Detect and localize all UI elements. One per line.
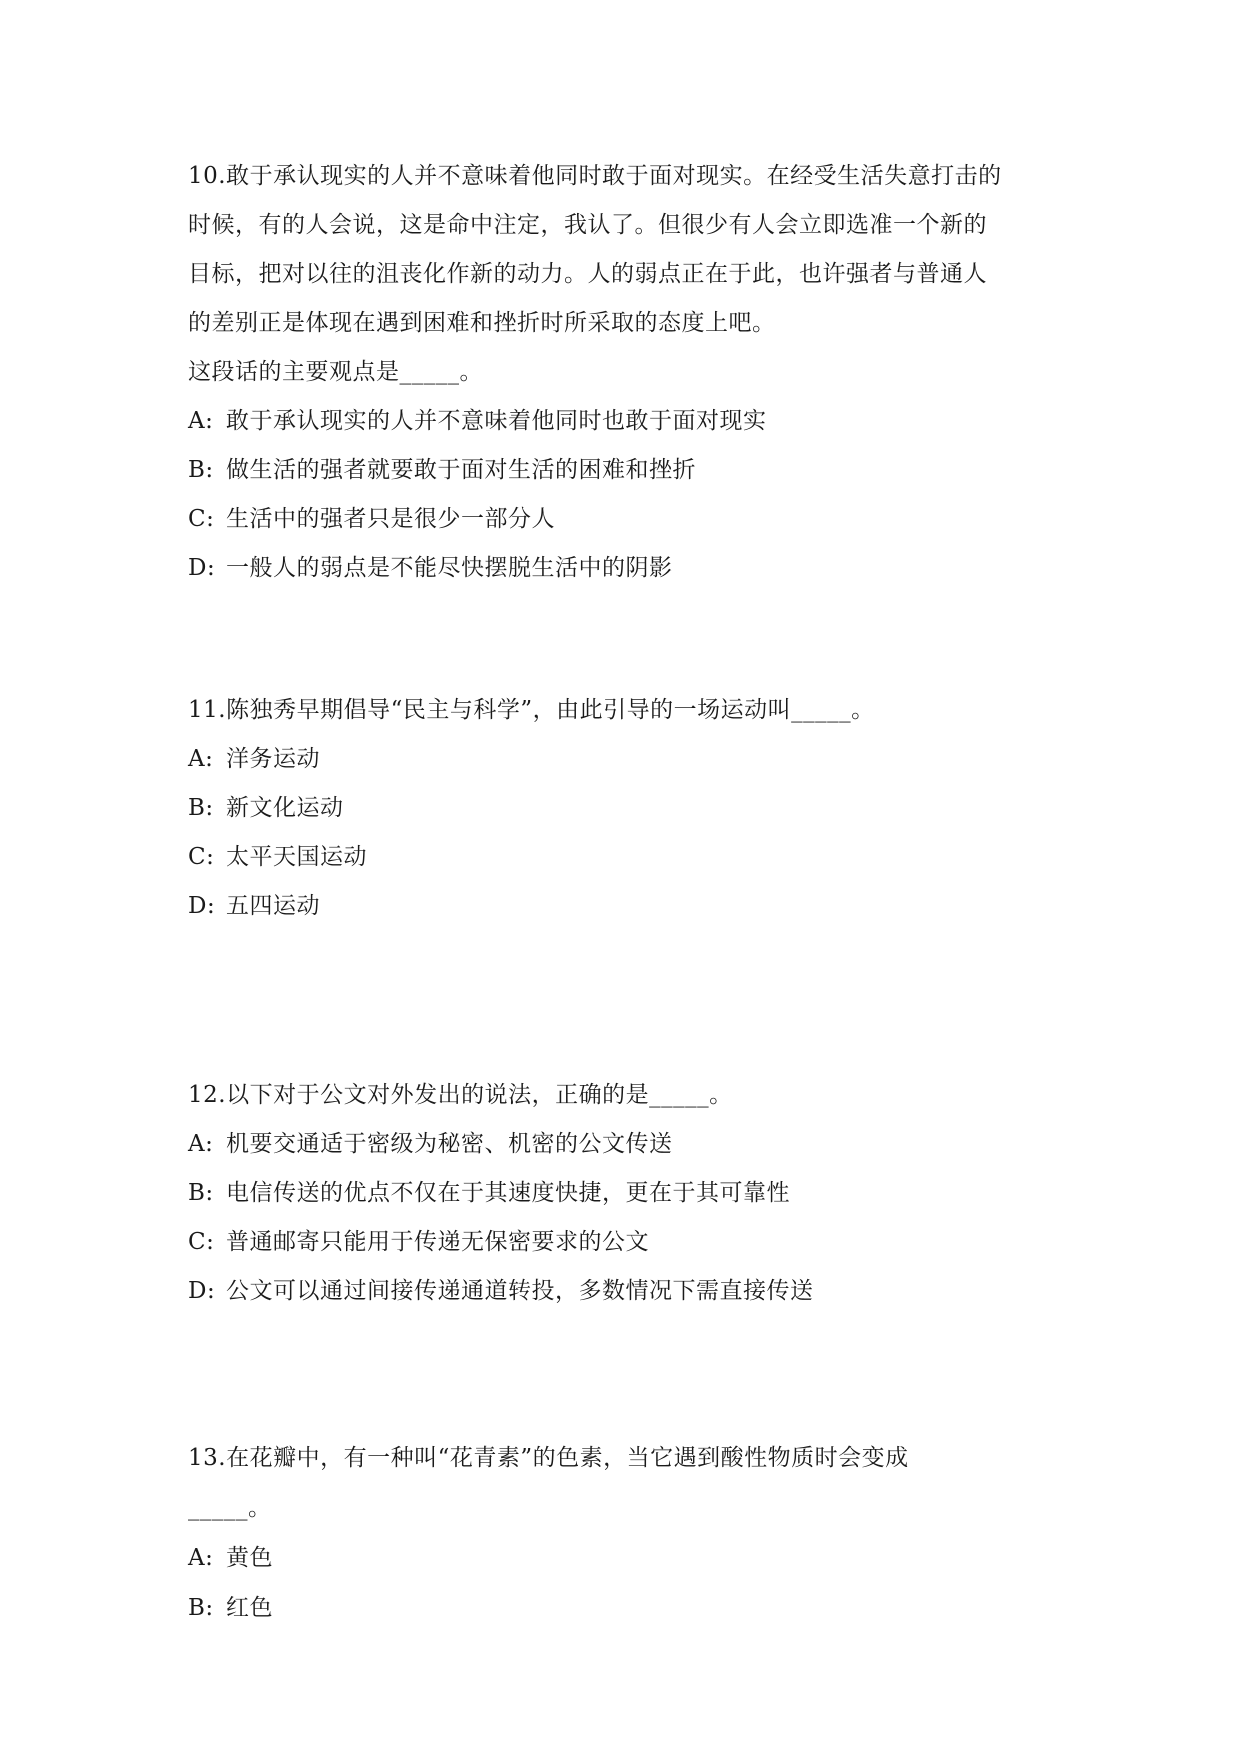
option-letter: A: [188, 1545, 214, 1571]
option-c [188, 833, 1068, 882]
question-13 [188, 1433, 1068, 1633]
option-text: 黄色 [226, 1545, 273, 1571]
option-text: 一般人的弱点是不能尽快摆脱生活中的阴影 [226, 555, 673, 581]
question-stem-line: 的差别正是体现在遇到困难和挫折时所采取的态度上吧。 [188, 310, 776, 336]
option-letter: A: [188, 1131, 214, 1157]
option-b [188, 1169, 1068, 1218]
option-letter: B: [188, 795, 214, 821]
question-12 [188, 1071, 1068, 1316]
question-stem-line: 时候，有的人会说，这是命中注定，我认了。但很少有人会立即选准一个新的 [188, 212, 987, 238]
option-text: 洋务运动 [226, 746, 320, 772]
option-text: 新文化运动 [226, 795, 344, 821]
option-text: 机要交通适于密级为秘密、机密的公文传送 [226, 1131, 673, 1157]
option-text: 生活中的强者只是很少一部分人 [226, 506, 555, 532]
option-c [188, 1218, 1068, 1267]
option-letter: B: [188, 1595, 214, 1621]
option-b [188, 446, 1068, 495]
option-a [188, 1120, 1068, 1169]
question-stem-line: 11.陈独秀早期倡导“民主与科学”，由此引导的一场运动叫_____。 [188, 697, 875, 723]
question-stem-line: 13.在花瓣中，有一种叫“花青素”的色素，当它遇到酸性物质时会变成 [188, 1445, 909, 1471]
option-letter: A: [188, 408, 214, 434]
option-a [188, 397, 1068, 446]
question-stem-line: _____。 [188, 1495, 272, 1521]
option-b [188, 1583, 1068, 1633]
question-stem-line: 目标，把对以往的沮丧化作新的动力。人的弱点正在于此，也许强者与普通人 [188, 261, 987, 287]
option-letter: D: [188, 555, 216, 581]
option-text: 敢于承认现实的人并不意味着他同时也敢于面对现实 [226, 408, 767, 434]
option-letter: B: [188, 1180, 214, 1206]
question-10 [188, 152, 1068, 593]
option-a [188, 1533, 1068, 1583]
option-text: 公文可以通过间接传递通道转投，多数情况下需直接传送 [226, 1278, 814, 1304]
option-text: 太平天国运动 [226, 844, 367, 870]
option-text: 做生活的强者就要敢于面对生活的困难和挫折 [226, 457, 696, 483]
option-text: 电信传送的优点不仅在于其速度快捷，更在于其可靠性 [226, 1180, 790, 1206]
option-text: 红色 [226, 1595, 273, 1621]
question-stem-line: 10.敢于承认现实的人并不意味着他同时敢于面对现实。在经受生活失意打击的 [188, 163, 1002, 189]
option-letter: D: [188, 1278, 216, 1304]
question-prompt: 这段话的主要观点是_____。 [188, 359, 483, 385]
option-d [188, 544, 1068, 593]
option-b [188, 784, 1068, 833]
option-letter: C: [188, 844, 215, 870]
option-letter: C: [188, 1229, 215, 1255]
option-d [188, 1267, 1068, 1316]
option-letter: C: [188, 506, 215, 532]
option-text: 五四运动 [226, 893, 320, 919]
option-a [188, 735, 1068, 784]
option-d [188, 882, 1068, 931]
option-c [188, 495, 1068, 544]
option-letter: B: [188, 457, 214, 483]
option-letter: A: [188, 746, 214, 772]
option-letter: D: [188, 893, 216, 919]
option-text: 普通邮寄只能用于传递无保密要求的公文 [226, 1229, 649, 1255]
question-stem-line: 12.以下对于公文对外发出的说法，正确的是_____。 [188, 1082, 733, 1108]
question-11 [188, 686, 1068, 931]
